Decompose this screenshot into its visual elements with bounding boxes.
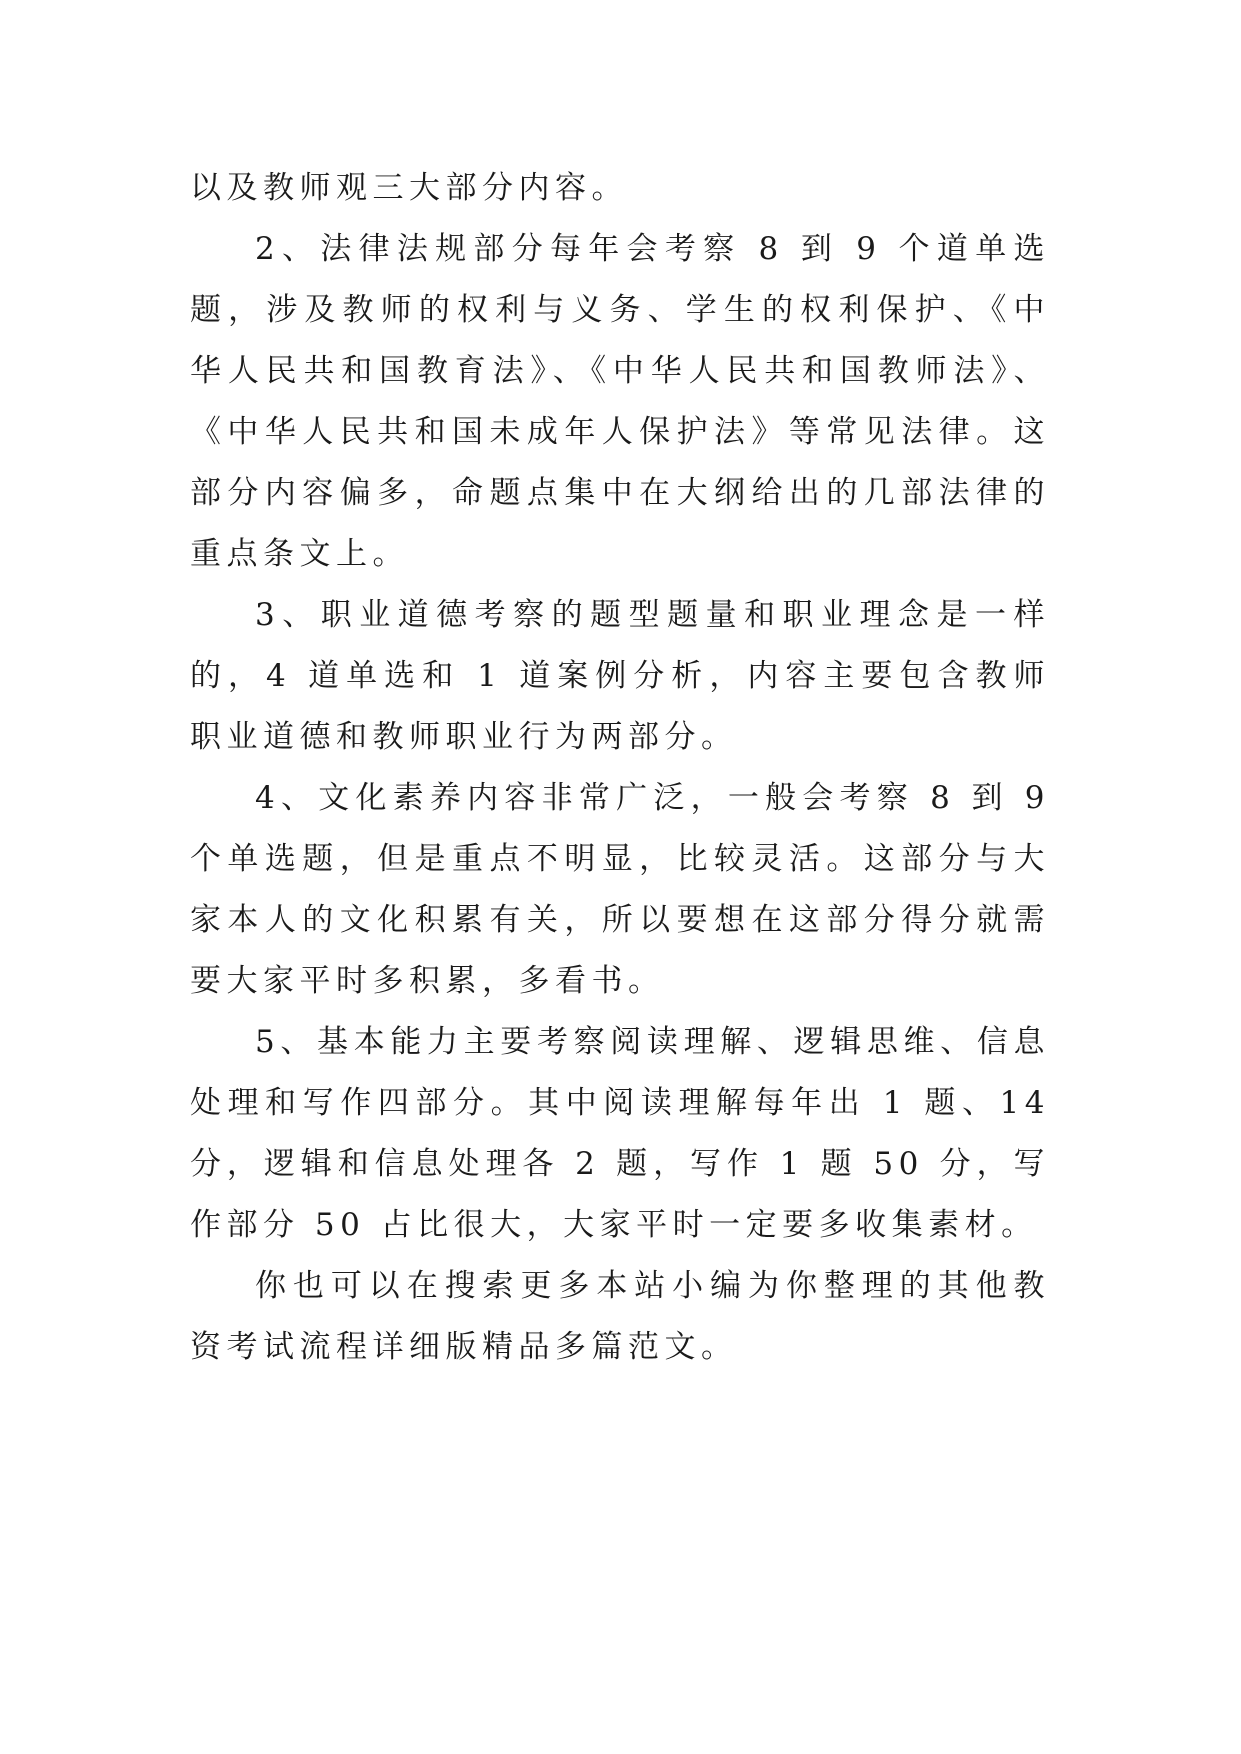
document-body [190, 158, 1050, 1378]
paragraph-basic-ability: 5、基本能力主要考察阅读理解、逻辑思维、信息处理和写作四部分。其中阅读理解每年出 1 题、14 分，逻辑和信息处理各 2 题，写作 1 题 50 分，写作部分 50 占比很大，大家平时一定要多收集素材。 [190, 1024, 1050, 1243]
paragraph-professional-ethics: 3、职业道德考察的题型题量和职业理念是一样的，4 道单选和 1 道案例分析，内容主要包含教师职业道德和教师职业行为两部分。 [190, 597, 1050, 755]
paragraph-cultural-literacy: 4、文化素养内容非常广泛，一般会考察 8 到 9 个单选题，但是重点不明显，比较灵活。这部分与大家本人的文化积累有关，所以要想在这部分得分就需要大家平时多积累，多看书。 [190, 780, 1050, 999]
paragraph-law-regulations: 2、法律法规部分每年会考察 8 到 9 个道单选题，涉及教师的权利与义务、学生的权利保护、《中华人民共和国教育法》、《中华人民共和国教师法》、《中华人民共和国未成年人保护法》等常见法律。这部分内容偏多，命题点集中在大纲给出的几部法律的重点条文上。 [190, 231, 1050, 572]
paragraph-continuation: 以及教师观三大部分内容。 [190, 170, 628, 206]
paragraph-closing-note: 你也可以在搜索更多本站小编为你整理的其他教资考试流程详细版精品多篇范文。 [190, 1268, 1050, 1365]
